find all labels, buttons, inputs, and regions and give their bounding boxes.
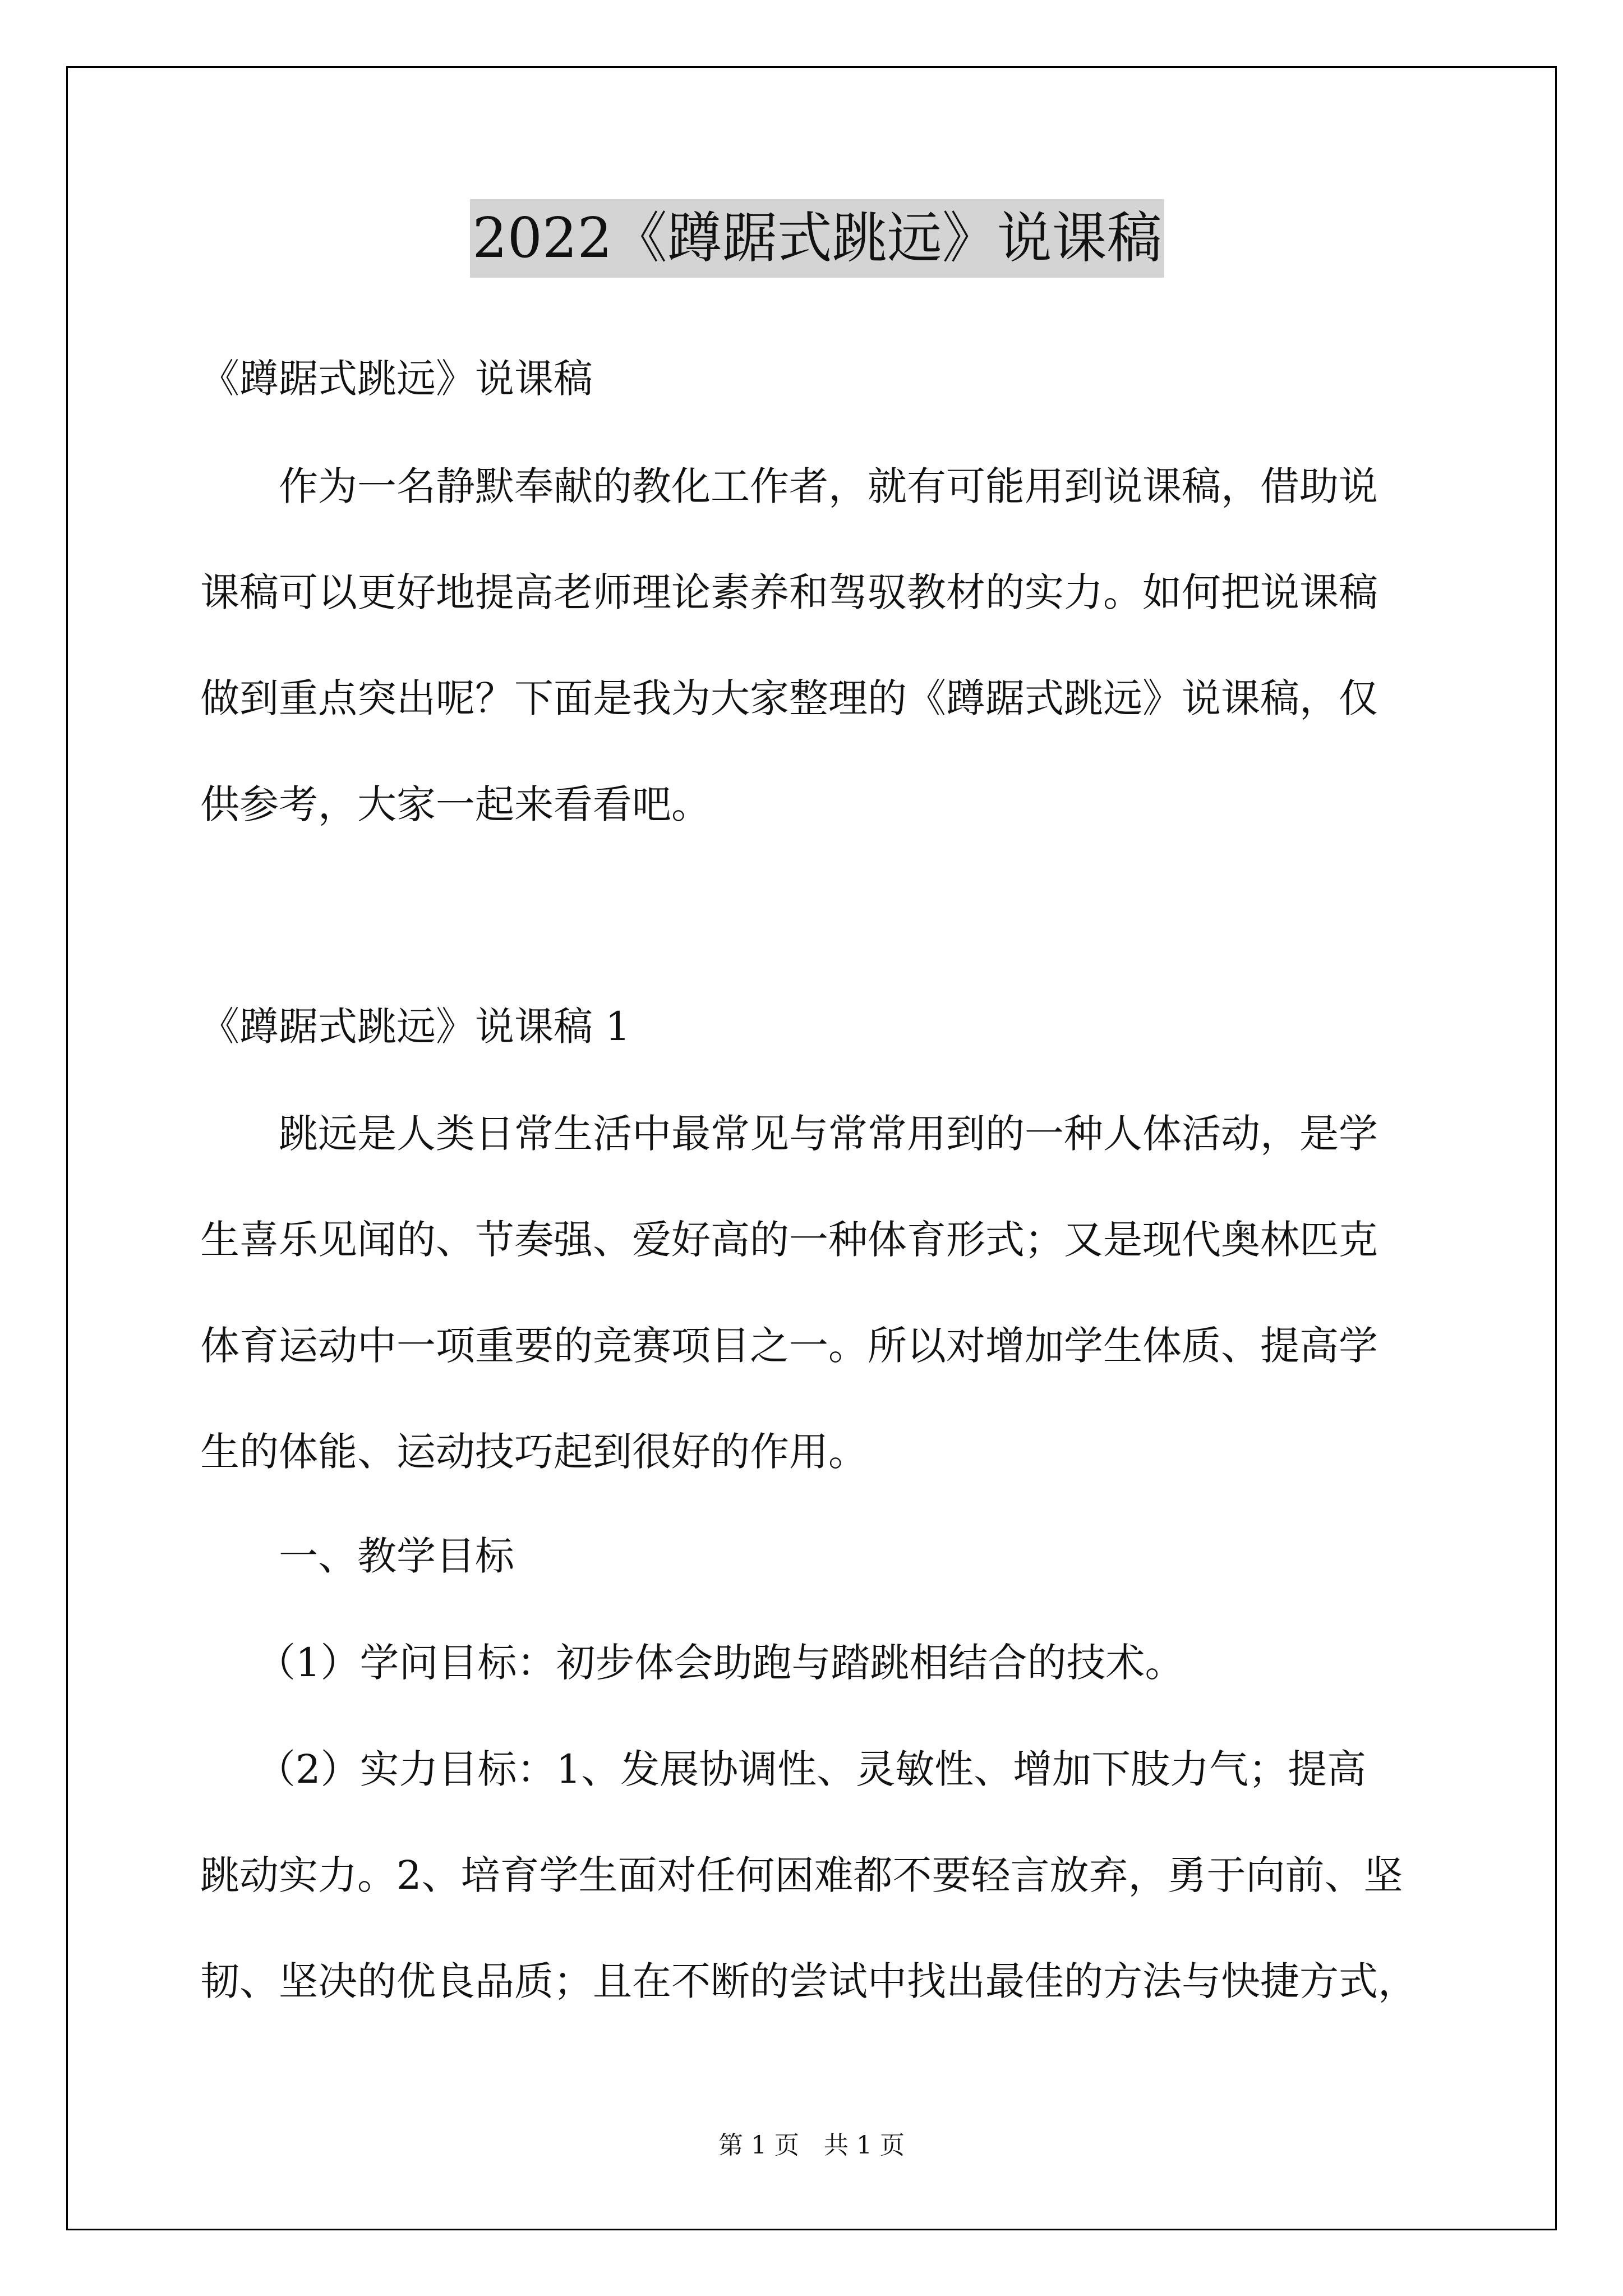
section-paragraph-line-2: 生喜乐见闻的、节奏强、爱好高的一种体育形式；又是现代奥林匹克 <box>200 1217 1378 1263</box>
intro-line-3: 做到重点突出呢？下面是我为大家整理的《蹲踞式跳远》说课稿，仅 <box>200 675 1378 721</box>
intro-line-4: 供参考，大家一起来看看吧。 <box>200 781 711 827</box>
objective-2-line-1: （2）实力目标：1、发展协调性、灵敏性、增加下肢力气；提高 <box>256 1746 1367 1792</box>
section-paragraph-line-4: 生的体能、运动技巧起到很好的作用。 <box>200 1429 868 1475</box>
objectives-heading: 一、教学目标 <box>279 1533 514 1579</box>
document-subtitle: 《蹲踞式跳远》说课稿 <box>200 356 593 402</box>
title-block <box>200 199 1434 278</box>
section-paragraph-line-3: 体育运动中一项重要的竞赛项目之一。所以对增加学生体质、提高学 <box>200 1323 1378 1369</box>
intro-line-2: 课稿可以更好地提高老师理论素养和驾驭教材的实力。如何把说课稿 <box>200 569 1378 615</box>
objective-2-line-2: 跳动实力。2、培育学生面对任何困难都不要轻言放弃，勇于向前、坚 <box>200 1852 1403 1898</box>
section-paragraph-line-1: 跳远是人类日常生活中最常见与常常用到的一种人体活动，是学 <box>279 1111 1378 1157</box>
document-title: 2022《蹲踞式跳远》说课稿 <box>470 199 1164 278</box>
objective-1: （1）学问目标：初步体会助跑与踏跳相结合的技术。 <box>256 1640 1184 1686</box>
intro-line-1: 作为一名静默奉献的教化工作者，就有可能用到说课稿，借助说 <box>279 463 1378 509</box>
objective-2-line-3: 韧、坚决的优良品质；且在不断的尝试中找出最佳的方法与快捷方式， <box>200 1958 1417 2004</box>
page-footer: 第 1 页 共 1 页 <box>718 2131 905 2160</box>
section-heading: 《蹲踞式跳远》说课稿 1 <box>200 1004 630 1050</box>
